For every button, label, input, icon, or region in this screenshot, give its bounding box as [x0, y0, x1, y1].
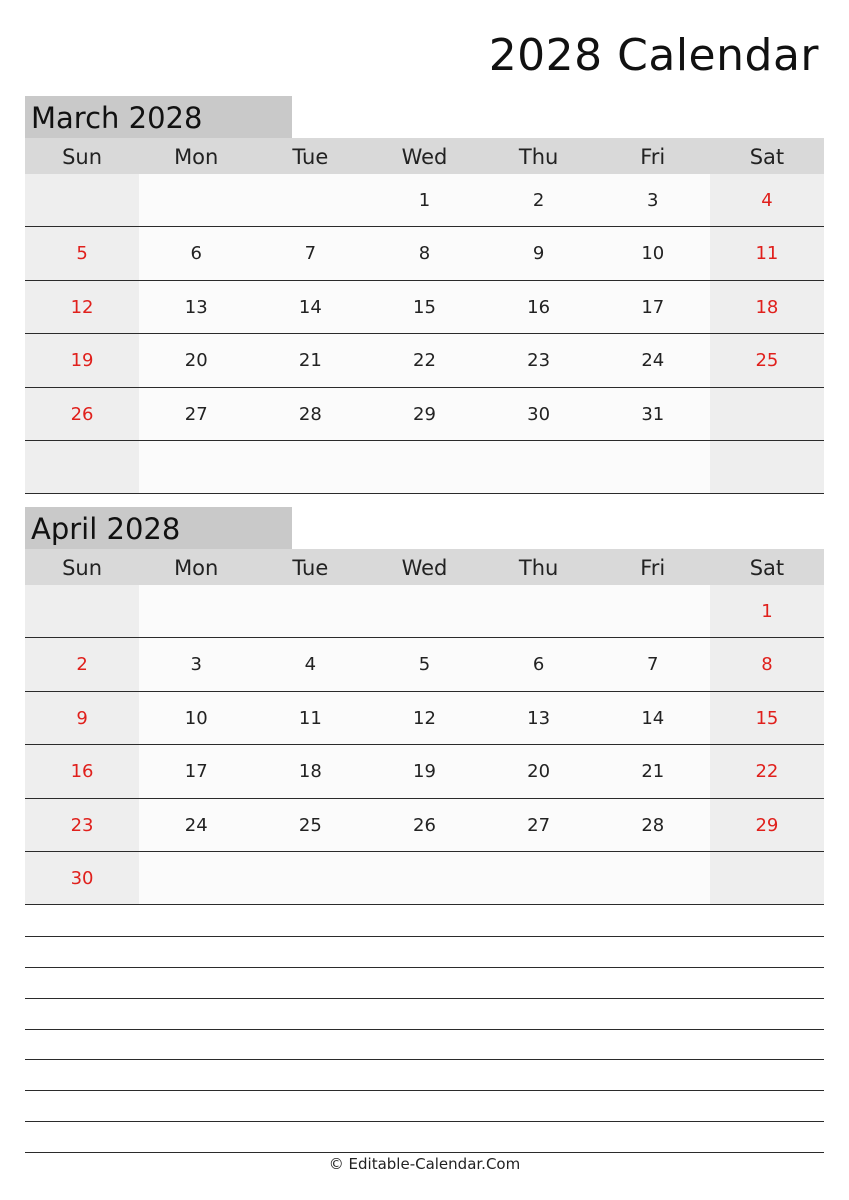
day-cell: [253, 441, 367, 493]
day-cell: 2: [25, 638, 139, 690]
week-row: [25, 852, 824, 905]
day-cell: 17: [596, 281, 710, 333]
day-cell: 30: [25, 852, 139, 904]
day-cell: 21: [596, 745, 710, 797]
month-title: March 2028: [25, 96, 292, 138]
day-cell: 12: [25, 281, 139, 333]
day-cell: 18: [710, 281, 824, 333]
day-cell: [367, 441, 481, 493]
note-line: [25, 1122, 824, 1153]
week-row: [25, 441, 824, 494]
day-cell: 27: [482, 799, 596, 851]
day-cell: 10: [596, 227, 710, 279]
week-row: [25, 388, 824, 441]
week-row: [25, 227, 824, 280]
weekday-label: Thu: [518, 145, 559, 169]
week-row: [25, 745, 824, 798]
weekday-label: Fri: [640, 556, 666, 580]
day-cell: [482, 852, 596, 904]
weekday-label: Fri: [640, 145, 666, 169]
weekday-label: Thu: [518, 556, 559, 580]
day-cell: 1: [367, 174, 481, 226]
weekday-header-row: [25, 138, 824, 174]
week-row: [25, 799, 824, 852]
day-cell: 26: [25, 388, 139, 440]
day-cell: [367, 585, 481, 637]
day-cell: 22: [710, 745, 824, 797]
day-cell: 15: [367, 281, 481, 333]
day-cell: 13: [482, 692, 596, 744]
note-line: [25, 968, 824, 999]
day-cell: 7: [253, 227, 367, 279]
week-row: [25, 281, 824, 334]
day-cell: [482, 585, 596, 637]
day-cell: 7: [596, 638, 710, 690]
day-cell: 18: [253, 745, 367, 797]
day-cell: 1: [710, 585, 824, 637]
day-cell: 17: [139, 745, 253, 797]
day-cell: [710, 388, 824, 440]
day-cell: 29: [710, 799, 824, 851]
page-title: 2028 Calendar: [488, 30, 819, 81]
day-cell: 3: [139, 638, 253, 690]
week-row: [25, 174, 824, 227]
day-cell: [596, 585, 710, 637]
week-row: [25, 638, 824, 691]
day-cell: 15: [710, 692, 824, 744]
day-cell: 23: [25, 799, 139, 851]
day-cell: 14: [253, 281, 367, 333]
note-line: [25, 1091, 824, 1122]
week-row: [25, 585, 824, 638]
day-cell: 23: [482, 334, 596, 386]
day-cell: 4: [710, 174, 824, 226]
notes-area: [25, 906, 824, 1153]
day-cell: 5: [25, 227, 139, 279]
weekday-label: Sat: [749, 556, 785, 580]
day-cell: 11: [710, 227, 824, 279]
note-line: [25, 1030, 824, 1061]
day-cell: 25: [253, 799, 367, 851]
day-cell: [25, 585, 139, 637]
note-line: [25, 999, 824, 1030]
month-title: April 2028: [25, 507, 292, 549]
month-block: [25, 507, 824, 905]
day-cell: 25: [710, 334, 824, 386]
day-cell: 8: [367, 227, 481, 279]
weekday-label: Sun: [62, 556, 103, 580]
day-cell: 29: [367, 388, 481, 440]
day-cell: [710, 852, 824, 904]
day-cell: [25, 174, 139, 226]
day-cell: [253, 585, 367, 637]
day-cell: 20: [139, 334, 253, 386]
week-row: [25, 692, 824, 745]
day-cell: 8: [710, 638, 824, 690]
day-cell: [139, 441, 253, 493]
day-cell: 22: [367, 334, 481, 386]
weekday-label: Wed: [401, 145, 448, 169]
day-cell: 24: [139, 799, 253, 851]
weekday-label: Mon: [174, 145, 219, 169]
day-cell: 5: [367, 638, 481, 690]
weekday-label: Tue: [292, 556, 329, 580]
day-cell: [367, 852, 481, 904]
weekday-label: Sat: [749, 145, 785, 169]
day-cell: 28: [596, 799, 710, 851]
day-cell: 21: [253, 334, 367, 386]
footer-copyright: © Editable-Calendar.Com: [328, 1155, 521, 1173]
day-cell: [253, 174, 367, 226]
day-cell: 31: [596, 388, 710, 440]
day-cell: 26: [367, 799, 481, 851]
weekday-label: Wed: [401, 556, 448, 580]
day-cell: 9: [25, 692, 139, 744]
day-cell: 19: [367, 745, 481, 797]
note-line: [25, 906, 824, 937]
day-cell: 27: [139, 388, 253, 440]
day-cell: 12: [367, 692, 481, 744]
day-cell: 20: [482, 745, 596, 797]
day-cell: 14: [596, 692, 710, 744]
day-cell: 4: [253, 638, 367, 690]
day-cell: [596, 852, 710, 904]
day-cell: 24: [596, 334, 710, 386]
day-cell: 19: [25, 334, 139, 386]
note-line: [25, 937, 824, 968]
weekday-label: Mon: [174, 556, 219, 580]
day-cell: [139, 174, 253, 226]
day-cell: 2: [482, 174, 596, 226]
day-cell: 9: [482, 227, 596, 279]
day-cell: 6: [139, 227, 253, 279]
day-cell: 28: [253, 388, 367, 440]
day-cell: [596, 441, 710, 493]
weekday-label: Sun: [62, 145, 103, 169]
day-cell: [710, 441, 824, 493]
day-cell: [25, 441, 139, 493]
day-cell: 13: [139, 281, 253, 333]
day-cell: 16: [25, 745, 139, 797]
day-cell: 30: [482, 388, 596, 440]
day-cell: [139, 585, 253, 637]
note-line: [25, 1060, 824, 1091]
day-cell: 3: [596, 174, 710, 226]
day-cell: 16: [482, 281, 596, 333]
month-block: [25, 96, 824, 494]
day-cell: [482, 441, 596, 493]
day-cell: [139, 852, 253, 904]
day-cell: 11: [253, 692, 367, 744]
day-cell: 6: [482, 638, 596, 690]
weekday-header-row: [25, 549, 824, 585]
weekday-label: Tue: [292, 145, 329, 169]
day-cell: 10: [139, 692, 253, 744]
week-row: [25, 334, 824, 387]
day-cell: [253, 852, 367, 904]
